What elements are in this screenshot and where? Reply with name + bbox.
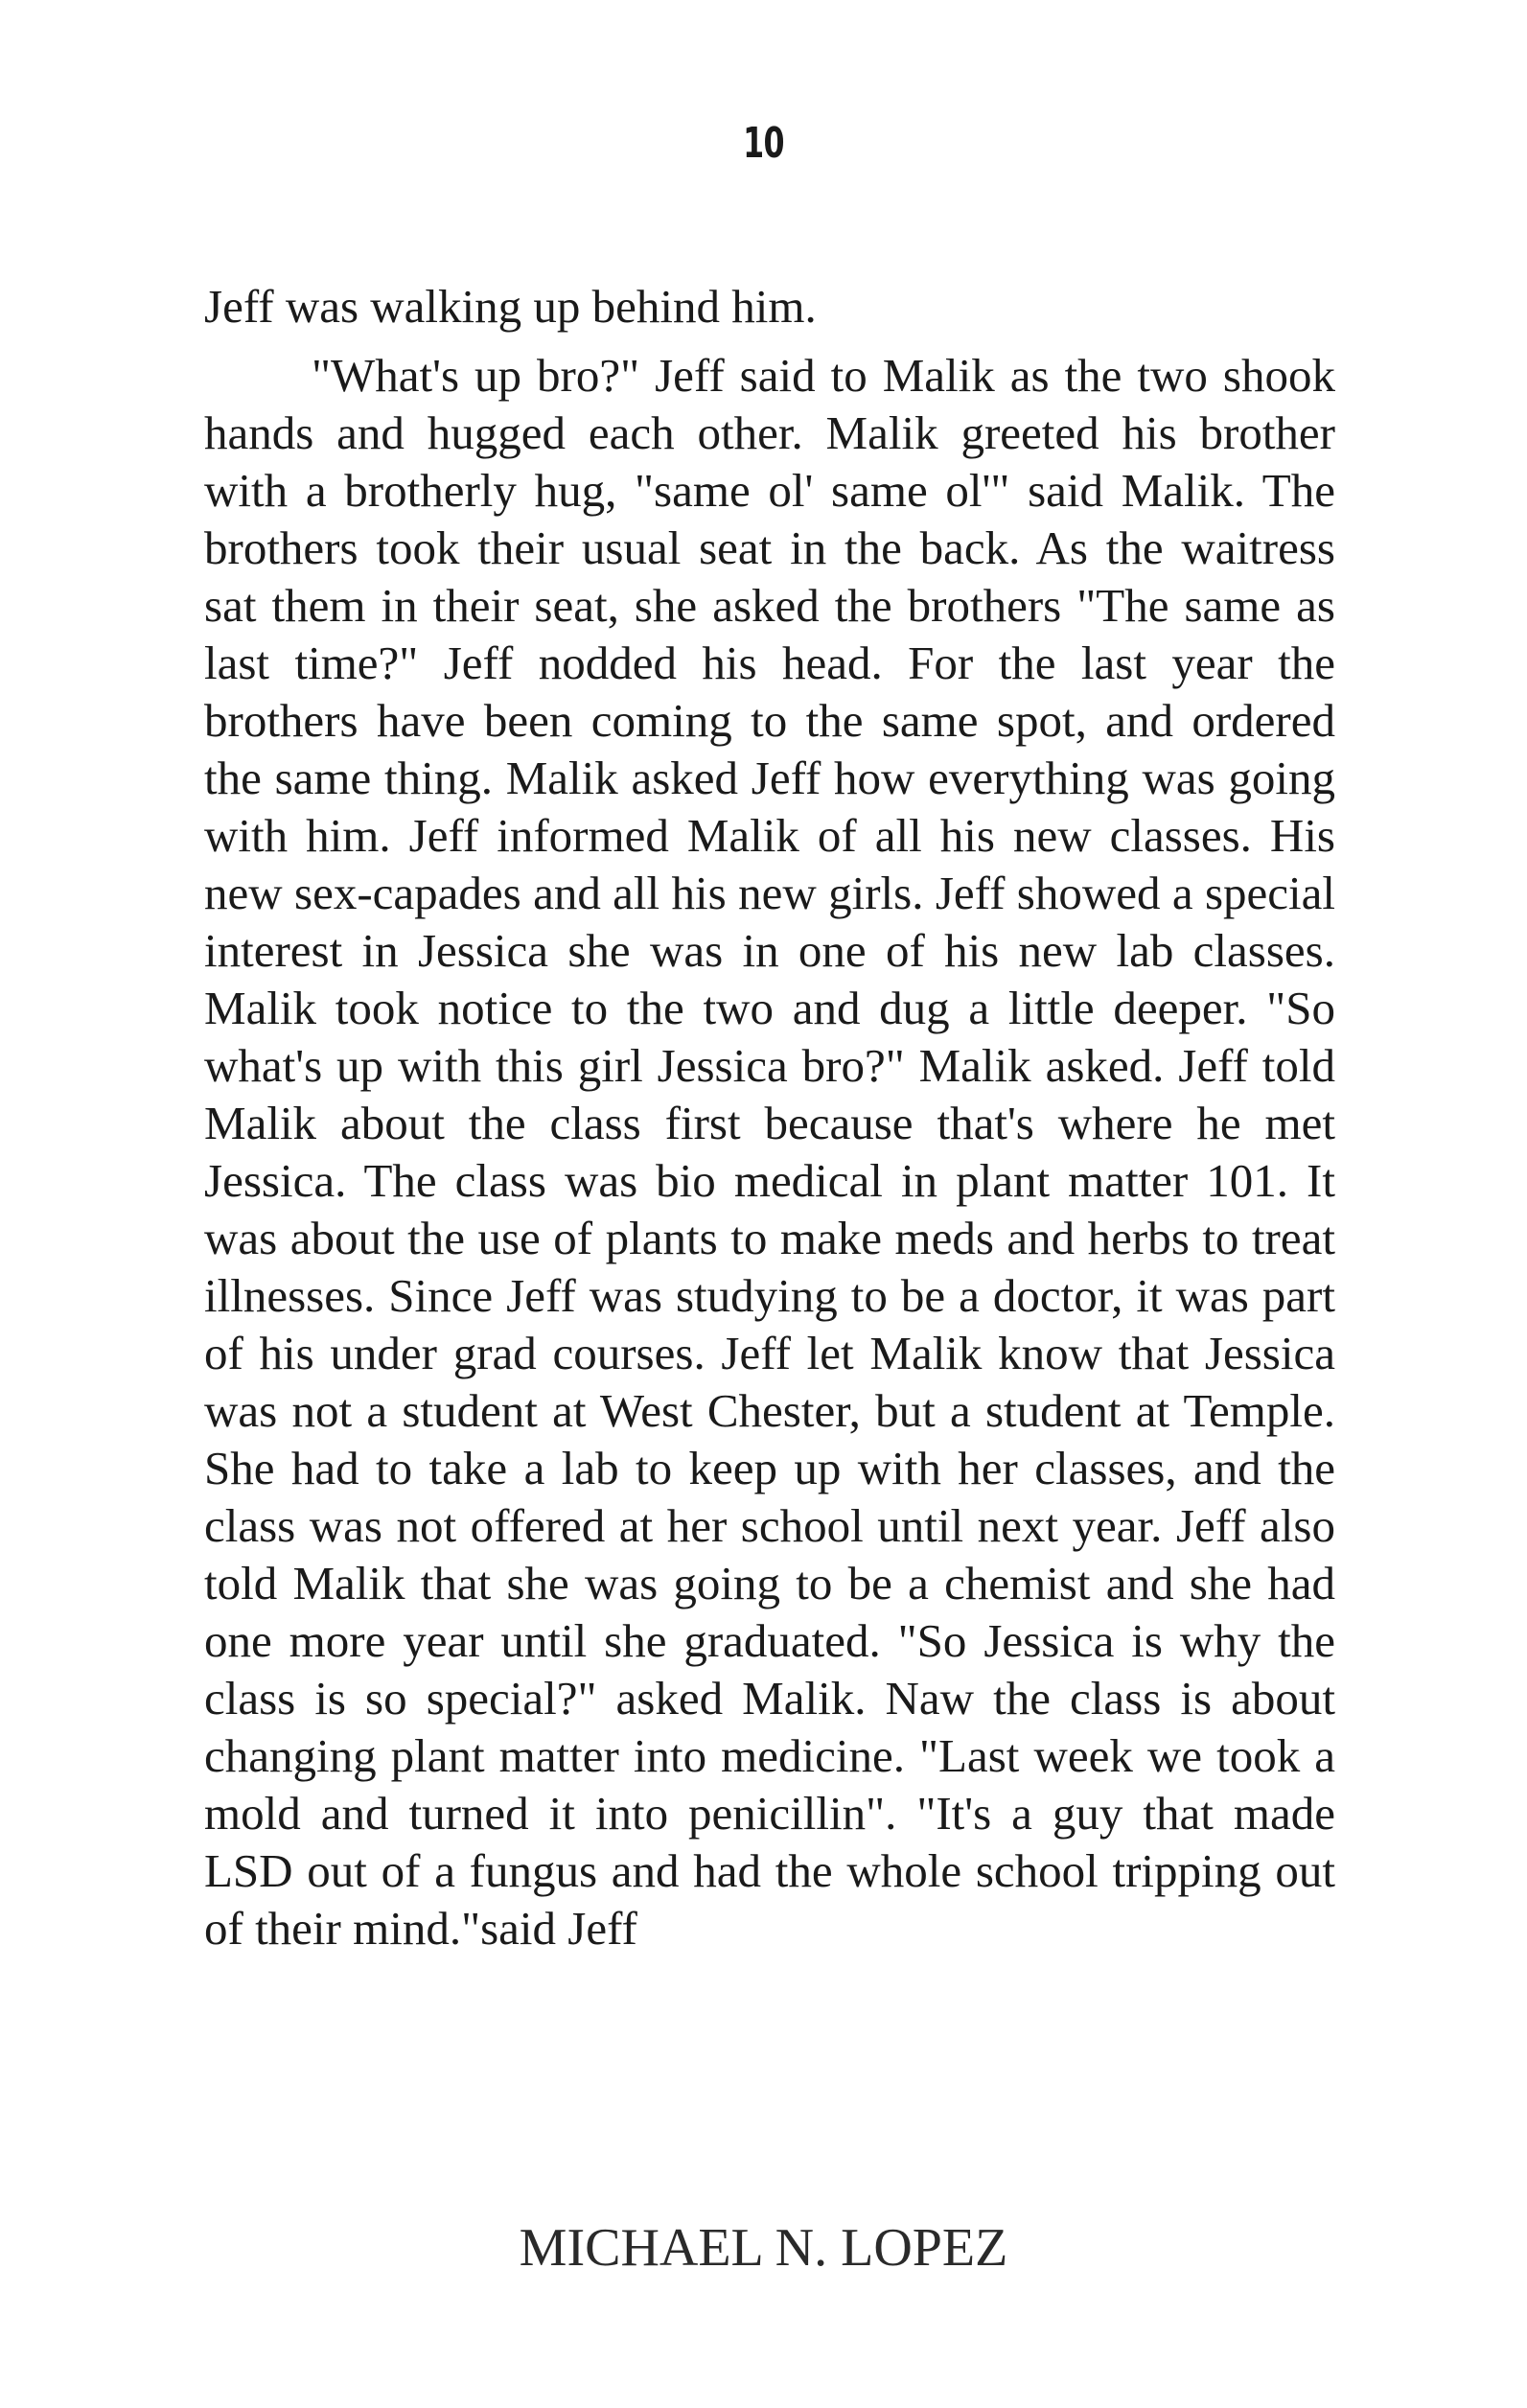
page-number: 10 bbox=[743, 119, 784, 168]
author-footer: MICHAEL N. LOPEZ bbox=[519, 2218, 1008, 2278]
paragraph-2: "What's up bro?" Jeff said to Malik as the two shook hands and hugged each other. Malik greeted his brother with a brotherly hug, "same ol' same ol'" said Malik. The brothers took their usual seat in the back. As the waitress sat them in their seat, she asked the brothers "The same as last time?" Jeff nodded his head. For the last year the brothers have been coming to the same spot, and ordered the same thing. Malik asked Jeff how everything was going with him. Jeff informed Malik of all his new classes. His new sex-capades and all his new girls. Jeff showed a special interest in Jessica she was in one of his new lab classes. Malik took notice to the two and dug a little deeper. "So what's up with this girl Jessica bro?" Malik asked. Jeff told Malik about the class first because that's where he met Jessica. The class was bio medical in plant matter 101. It was about the use of plants to make meds and herbs to treat illnesses. Since Jeff was studying to be a doctor, it was part of his under grad courses. Jeff let Malik know that Jessica was not a student at West Chester, but a student at Temple. She had to take a lab to keep up with her classes, and the class was not offered at her school until next year. Jeff also told Malik that she was going to be a chemist and she had one more year until she graduated. "So Jessica is why the class is so special?" asked Malik. Naw the class is about changing plant matter into medicine. "Last week we took a mold and turned it into penicillin". "It's a guy that made LSD out of a fungus and had the whole school tripping out of their mind."said Jeff bbox=[204, 349, 1335, 1955]
paragraph-1: Jeff was walking up behind him. bbox=[204, 280, 817, 333]
body-text bbox=[204, 278, 1335, 1957]
